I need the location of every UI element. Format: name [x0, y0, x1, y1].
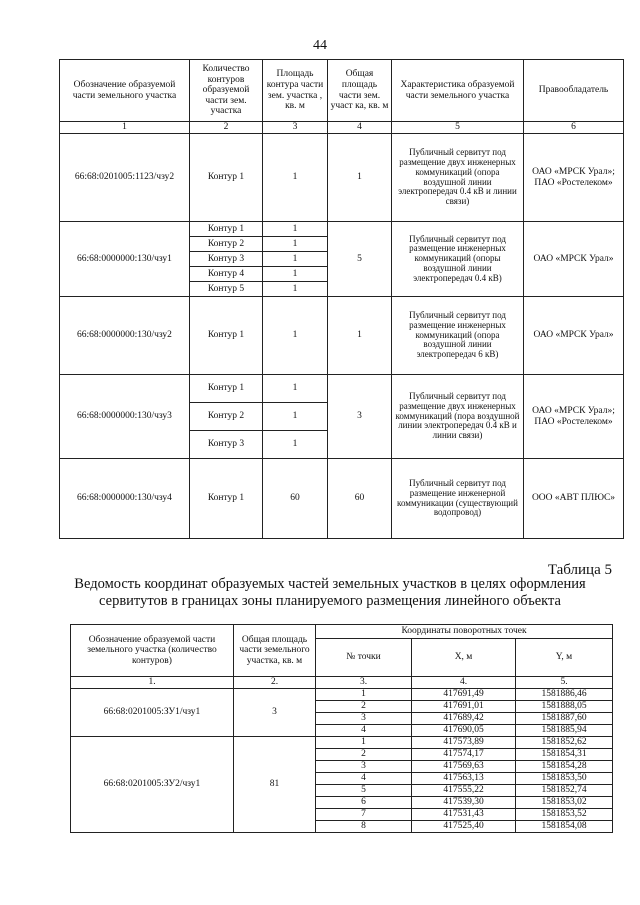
x-cell: 417555,22 — [412, 785, 516, 797]
x-cell: 417573,89 — [412, 737, 516, 749]
contour-area-cell: 1 — [263, 134, 328, 222]
x-cell: 417531,43 — [412, 809, 516, 821]
owner-cell: ОАО «МРСК Урал» — [524, 297, 624, 375]
contour-area-cell: 1 — [263, 222, 328, 237]
header-characteristic: Характеристика образуемой части земельного участка — [392, 60, 524, 122]
contour-area-cell: 1 — [263, 237, 328, 252]
x-cell: 417569,63 — [412, 761, 516, 773]
x-cell: 417525,40 — [412, 821, 516, 833]
col-number: 3 — [263, 122, 328, 134]
point-number-cell: 6 — [316, 797, 412, 809]
table-5-coordinates — [70, 624, 613, 833]
x-cell: 417691,49 — [412, 689, 516, 701]
x-cell: 417539,30 — [412, 797, 516, 809]
col-number: 1. — [71, 677, 234, 689]
contour-name-cell: Контур 3 — [190, 431, 263, 459]
col-number: 5. — [516, 677, 613, 689]
col-number: 4. — [412, 677, 516, 689]
page-number: 44 — [313, 38, 327, 53]
contour-name-cell: Контур 2 — [190, 237, 263, 252]
total-area-cell: 60 — [328, 459, 392, 539]
point-number-cell: 4 — [316, 773, 412, 785]
designation-cell: 66:68:0201005:ЗУ1/чзу1 — [71, 689, 234, 737]
y-cell: 1581888,05 — [516, 701, 613, 713]
header-y: Y, м — [516, 639, 613, 677]
characteristic-cell: Публичный сервитут под размещение двух инженерных коммуникаций (пора воздушной линии электропередач 0.4 кВ и линии связи) — [392, 375, 524, 459]
header-point-number: № точки — [316, 639, 412, 677]
point-number-cell: 2 — [316, 749, 412, 761]
x-cell: 417689,42 — [412, 713, 516, 725]
owner-cell: ОАО «МРСК Урал» — [524, 222, 624, 297]
table-4-column-numbers — [60, 122, 624, 134]
x-cell: 417691,01 — [412, 701, 516, 713]
designation-cell: 66:68:0000000:130/чзу1 — [60, 222, 190, 297]
y-cell: 1581887,60 — [516, 713, 613, 725]
x-cell: 417690,05 — [412, 725, 516, 737]
table-5-header-row — [71, 625, 613, 639]
table-4-servitude-parts — [59, 59, 624, 539]
table-5-column-numbers — [71, 677, 613, 689]
designation-cell: 66:68:0201005:1123/чзу2 — [60, 134, 190, 222]
owner-cell: ООО «АВТ ПЛЮС» — [524, 459, 624, 539]
table-5-title: Ведомость координат образуемых частей земельных участков в целях оформления сервитутов в границах зоны планируемого размещения линейного объекта — [74, 576, 586, 609]
header-contour-area: Площадь контура части зем. участка , кв. м — [263, 60, 328, 122]
point-number-cell: 5 — [316, 785, 412, 797]
col-number: 1 — [60, 122, 190, 134]
table-4-header-row — [60, 60, 624, 122]
contour-area-cell: 1 — [263, 252, 328, 267]
col-number: 2. — [234, 677, 316, 689]
header-total-area: Общая площадь части земельного участка, кв. м — [234, 625, 316, 677]
contour-name-cell: Контур 1 — [190, 459, 263, 539]
area-cell: 81 — [234, 737, 316, 833]
col-number: 6 — [524, 122, 624, 134]
header-total-area: Общая площадь части зем. участ ка, кв. м — [328, 60, 392, 122]
total-area-cell: 1 — [328, 297, 392, 375]
total-area-cell: 1 — [328, 134, 392, 222]
col-number: 5 — [392, 122, 524, 134]
characteristic-cell: Публичный сервитут под размещение инженерной коммуникации (существующий водопровод) — [392, 459, 524, 539]
point-number-cell: 3 — [316, 713, 412, 725]
x-cell: 417563,13 — [412, 773, 516, 785]
contour-area-cell: 1 — [263, 375, 328, 403]
contour-name-cell: Контур 1 — [190, 297, 263, 375]
y-cell: 1581853,52 — [516, 809, 613, 821]
header-owner: Правообладатель — [524, 60, 624, 122]
contour-name-cell: Контур 2 — [190, 403, 263, 431]
contour-name-cell: Контур 3 — [190, 252, 263, 267]
point-number-cell: 1 — [316, 737, 412, 749]
contour-name-cell: Контур 4 — [190, 267, 263, 282]
y-cell: 1581852,74 — [516, 785, 613, 797]
contour-name-cell: Контур 5 — [190, 282, 263, 297]
contour-area-cell: 1 — [263, 297, 328, 375]
characteristic-cell: Публичный сервитут под размещение двух инженерных коммуникаций (опора воздушной линии электропередач 0.4 кВ и линии связи) — [392, 134, 524, 222]
contour-area-cell: 1 — [263, 431, 328, 459]
point-number-cell: 4 — [316, 725, 412, 737]
table-row — [60, 297, 624, 375]
point-number-cell: 2 — [316, 701, 412, 713]
y-cell: 1581854,08 — [516, 821, 613, 833]
contour-area-cell: 60 — [263, 459, 328, 539]
header-coordinates-group: Координаты поворотных точек — [316, 625, 613, 639]
designation-cell: 66:68:0000000:130/чзу4 — [60, 459, 190, 539]
contour-name-cell: Контур 1 — [190, 375, 263, 403]
owner-cell: ОАО «МРСК Урал»; ПАО «Ростелеком» — [524, 134, 624, 222]
table-row — [60, 222, 624, 237]
table-5-label: Таблица 5 — [547, 562, 612, 578]
area-cell: 3 — [234, 689, 316, 737]
col-number: 4 — [328, 122, 392, 134]
header-designation: Обозначение образуемой части земельного участка (количество контуров) — [71, 625, 234, 677]
table-row — [71, 737, 613, 749]
characteristic-cell: Публичный сервитут под размещение инженерных коммуникаций (опоры воздушной линии электропередач 0.4 кВ) — [392, 222, 524, 297]
point-number-cell: 1 — [316, 689, 412, 701]
point-number-cell: 3 — [316, 761, 412, 773]
total-area-cell: 5 — [328, 222, 392, 297]
y-cell: 1581853,02 — [516, 797, 613, 809]
header-contour-count: Количество контуров образуемой части зем. участка — [190, 60, 263, 122]
x-cell: 417574,17 — [412, 749, 516, 761]
owner-cell: ОАО «МРСК Урал»; ПАО «Ростелеком» — [524, 375, 624, 459]
y-cell: 1581854,31 — [516, 749, 613, 761]
header-designation: Обозначение образуемой части земельного участка — [60, 60, 190, 122]
col-number: 2 — [190, 122, 263, 134]
contour-area-cell: 1 — [263, 282, 328, 297]
table-row — [60, 375, 624, 403]
y-cell: 1581854,28 — [516, 761, 613, 773]
y-cell: 1581886,46 — [516, 689, 613, 701]
table-row — [60, 134, 624, 222]
contour-name-cell: Контур 1 — [190, 134, 263, 222]
header-x: X, м — [412, 639, 516, 677]
designation-cell: 66:68:0000000:130/чзу2 — [60, 297, 190, 375]
characteristic-cell: Публичный сервитут под размещение инженерных коммуникаций (опора воздушной линии электропередач 6 кВ) — [392, 297, 524, 375]
contour-name-cell: Контур 1 — [190, 222, 263, 237]
y-cell: 1581852,62 — [516, 737, 613, 749]
contour-area-cell: 1 — [263, 403, 328, 431]
point-number-cell: 8 — [316, 821, 412, 833]
designation-cell: 66:68:0000000:130/чзу3 — [60, 375, 190, 459]
y-cell: 1581885,94 — [516, 725, 613, 737]
col-number: 3. — [316, 677, 412, 689]
table-row — [71, 689, 613, 701]
designation-cell: 66:68:0201005:ЗУ2/чзу1 — [71, 737, 234, 833]
point-number-cell: 7 — [316, 809, 412, 821]
table-row — [60, 459, 624, 539]
contour-area-cell: 1 — [263, 267, 328, 282]
total-area-cell: 3 — [328, 375, 392, 459]
y-cell: 1581853,50 — [516, 773, 613, 785]
